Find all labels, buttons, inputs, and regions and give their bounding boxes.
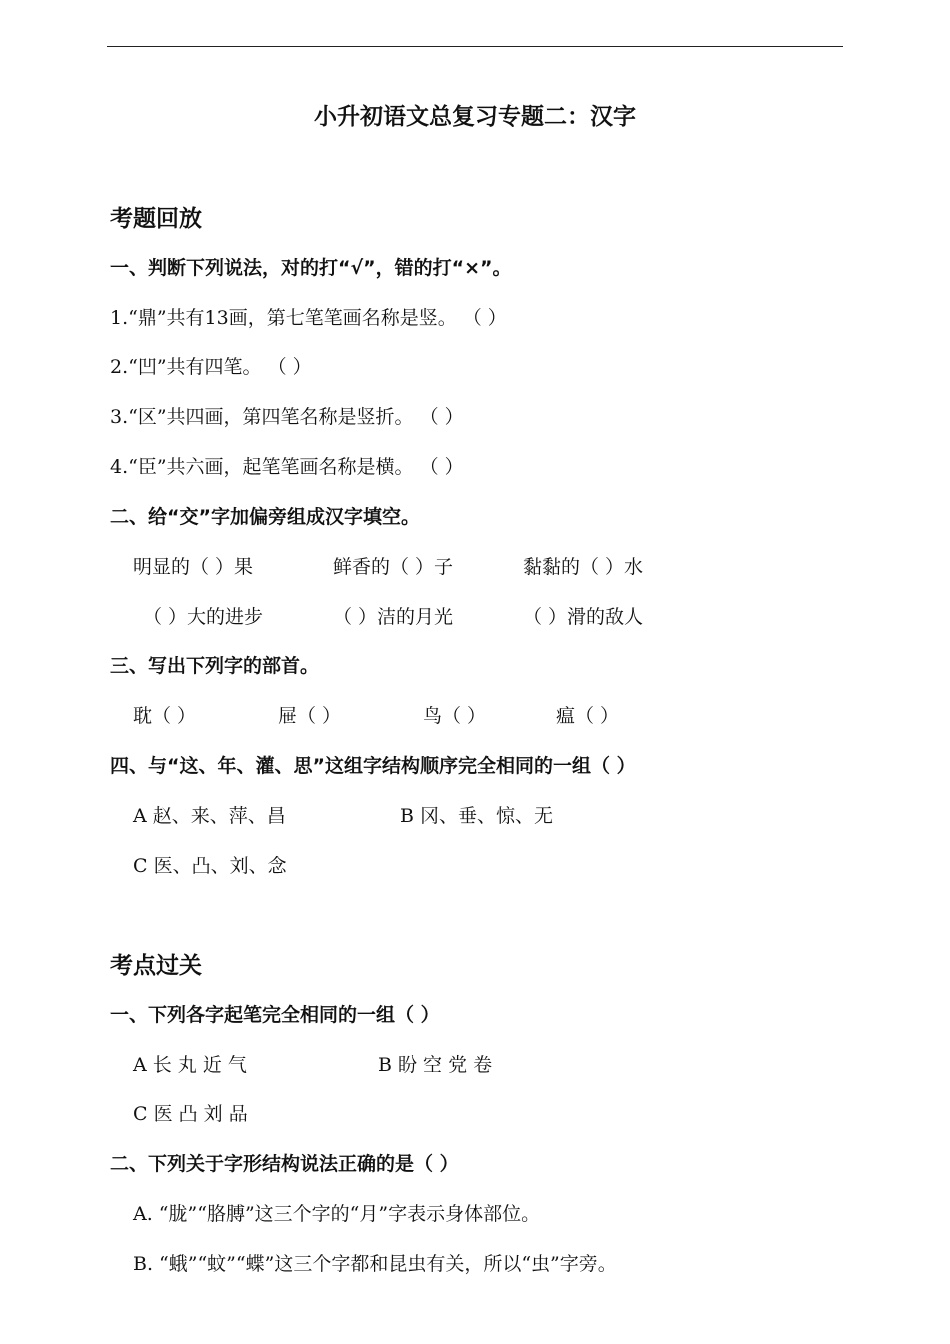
fill-blank-item: （ ）大的进步 [143, 606, 264, 628]
question-1-item: 3.“区”共四画，第四笔名称是竖折。 （ ） [110, 406, 464, 428]
checkpoint-question-2-prompt: 二、下列关于字形结构说法正确的是（ ） [110, 1153, 459, 1175]
radical-item: 耽（ ） [133, 705, 197, 727]
question-1-prompt: 一、判断下列说法，对的打“√”，错的打“×”。 [110, 257, 512, 279]
radical-item: 鸟（ ） [423, 705, 487, 727]
option-a: A. “胧”“胳膊”这三个字的“月”字表示身体部位。 [133, 1203, 541, 1225]
option-a: A 赵、来、萍、昌 [133, 805, 286, 827]
fill-blank-item: 明显的（ ）果 [133, 556, 254, 578]
section-heading-review: 考题回放 [110, 206, 202, 232]
question-3-prompt: 三、写出下列字的部首。 [110, 655, 320, 677]
question-2-prompt: 二、给“交”字加偏旁组成汉字填空。 [110, 506, 420, 528]
fill-blank-item: 鲜香的（ ）子 [333, 556, 454, 578]
radical-item: 屉（ ） [278, 705, 342, 727]
option-b: B 盼 空 党 卷 [378, 1054, 493, 1076]
option-b: B. “蛾”“蚊”“蝶”这三个字都和昆虫有关，所以“虫”字旁。 [133, 1253, 617, 1275]
header-rule [107, 46, 843, 47]
question-1-item: 2.“凹”共有四笔。 （ ） [110, 356, 312, 378]
checkpoint-question-1-prompt: 一、下列各字起笔完全相同的一组（ ） [110, 1004, 440, 1026]
option-c: C 医、凸、刘、念 [133, 855, 287, 877]
fill-blank-item: （ ）洁的月光 [333, 606, 454, 628]
option-c: C 医 凸 刘 品 [133, 1103, 248, 1125]
question-1-item: 1.“鼎”共有13画，第七笔笔画名称是竖。 （ ） [110, 307, 507, 329]
section-heading-checkpoint: 考点过关 [110, 953, 202, 979]
question-1-item: 4.“臣”共六画，起笔笔画名称是横。 （ ） [110, 456, 464, 478]
option-a: A 长 丸 近 气 [133, 1054, 247, 1076]
radical-item: 瘟（ ） [556, 705, 620, 727]
fill-blank-item: 黏黏的（ ）水 [523, 556, 644, 578]
page-title: 小升初语文总复习专题二：汉字 [314, 104, 636, 130]
option-b: B 冈、垂、惊、无 [400, 805, 554, 827]
question-4-prompt: 四、与“这、年、灌、思”这组字结构顺序完全相同的一组（ ） [110, 755, 636, 777]
fill-blank-item: （ ）滑的敌人 [523, 606, 644, 628]
